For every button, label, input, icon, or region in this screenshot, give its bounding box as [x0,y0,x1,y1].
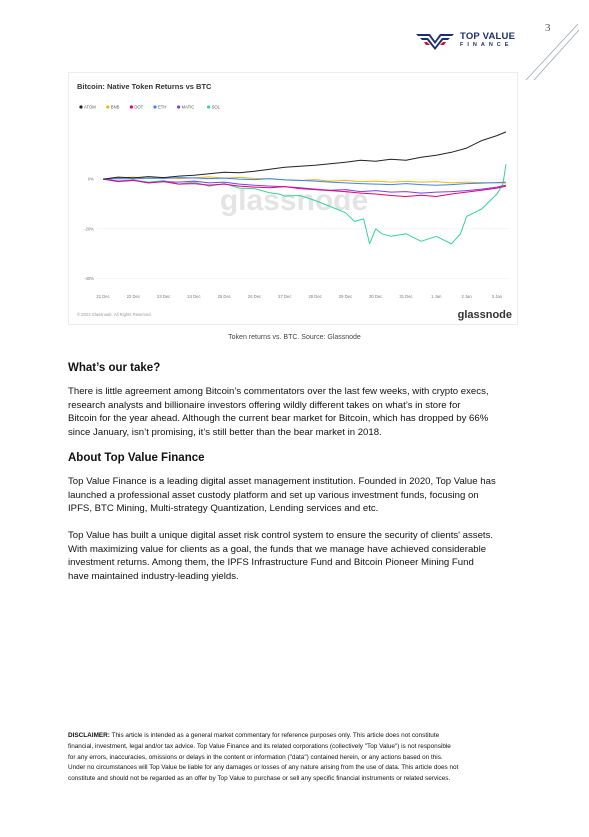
section-heading-about: About Top Value Finance [68,452,205,464]
x-tick-label: 3 Jan [491,294,503,299]
disclaimer [68,731,523,785]
x-tick-label: 22 Dec [126,294,140,299]
legend-marker-dot [130,105,133,108]
disclaimer-text: This article is intended as a general market commentary for reference purposes only. This article does not constitute financial, investment, legal and/or tax advice. Top Value Finance and its related corporations (collectively "Top Value") is not responsible for any errors, inaccuracies, omissions or delays in the content or information ("data") contained herein, or any actions based on this. Under no circumstances will Top Value be liable for any damages or losses of any nature arising from the use of data. This article does not constitute and should not be regarded as an offer by Top Value to purchase or sell any specific financial instruments or related services. [68,732,459,783]
chart-copyright: © 2023 Glassnode. All Rights Reserved. [77,312,152,317]
chart-watermark: glassnode [219,184,369,217]
page-number: 3 [545,22,551,34]
decorative-diagonal-lines [518,22,580,82]
x-tick-label: 26 Dec [247,294,262,299]
logo-wing-icon [416,32,454,50]
company-logo [416,31,526,51]
logo-text-finance: FINANCE [460,42,513,48]
x-tick-label: 27 Dec [278,294,292,299]
chart-card [68,72,518,325]
legend-marker-eth [153,105,156,108]
legend-marker-atom [79,105,82,108]
x-tick-label: 29 Dec [338,294,353,299]
y-tick-label: 0% [87,176,94,182]
legend-marker-bnb [106,105,109,108]
section-heading-our-take: What’s our take? [68,362,161,374]
legend-marker-sol [207,105,210,108]
disclaimer-label: DISCLAIMER: [68,732,110,739]
legend-label-atom: ATOM [84,104,96,110]
y-tick-label: -20% [84,226,94,232]
x-tick-label: 1 Jan [431,294,442,299]
x-tick-label: 30 Dec [369,294,383,299]
returns-line-chart [69,73,519,326]
legend-label-matic: MATIC [181,104,195,110]
x-tick-label: 21 Dec [96,294,110,299]
chart-caption: Token returns vs. BTC. Source: Glassnode [228,334,361,341]
chart-brand: glassnode [457,309,512,321]
legend-label-dot: DOT [134,104,144,110]
paragraph-our-take: There is little agreement among Bitcoin’s commentators over the last few weeks, with crypto execs, research analysts and billionaire investors offering wildly different takes on what’s in store for Bitcoin for the year ahead. Although the current bear market for Bitcoin, which has dropped by 66% since January, isn’t promising, it’s still better than the bear market in 2018. [68,386,489,439]
legend-label-sol: SOL [211,104,220,110]
legend-marker-matic [177,105,180,108]
x-tick-label: 2 Jan [461,294,472,299]
x-tick-label: 31 Dec [399,294,413,299]
chart-title: Bitcoin: Native Token Returns vs BTC [77,82,212,91]
paragraph-about-1: Top Value Finance is a leading digital asset management institution. Founded in 2020, Top Value has launched a professional asset custody platform and set up various investment funds, focusing on IPFS, BTC Mining, Multi-strategy Quantization, Lending services and etc. [68,476,496,515]
paragraph-about-2: Top Value has built a unique digital asset risk control system to ensure the security of clients' assets. With maximizing value for clients as a goal, the funds that we manage have achieved considerable investment returns. Among them, the IPFS Infrastructure Fund and Bitcoin Pioneer Mining Fund have maintained industry-leading yields. [68,530,494,583]
x-tick-label: 28 Dec [308,294,322,299]
logo-text-top-value: TOP VALUE [460,31,516,42]
x-tick-label: 25 Dec [217,294,231,299]
x-tick-label: 23 Dec [157,294,171,299]
x-tick-label: 24 Dec [187,294,201,299]
legend-label-eth: ETH [158,104,167,110]
series-line-atom [103,132,506,179]
legend-label-bnb: BNB [110,104,120,110]
y-tick-label: -40% [84,276,94,282]
